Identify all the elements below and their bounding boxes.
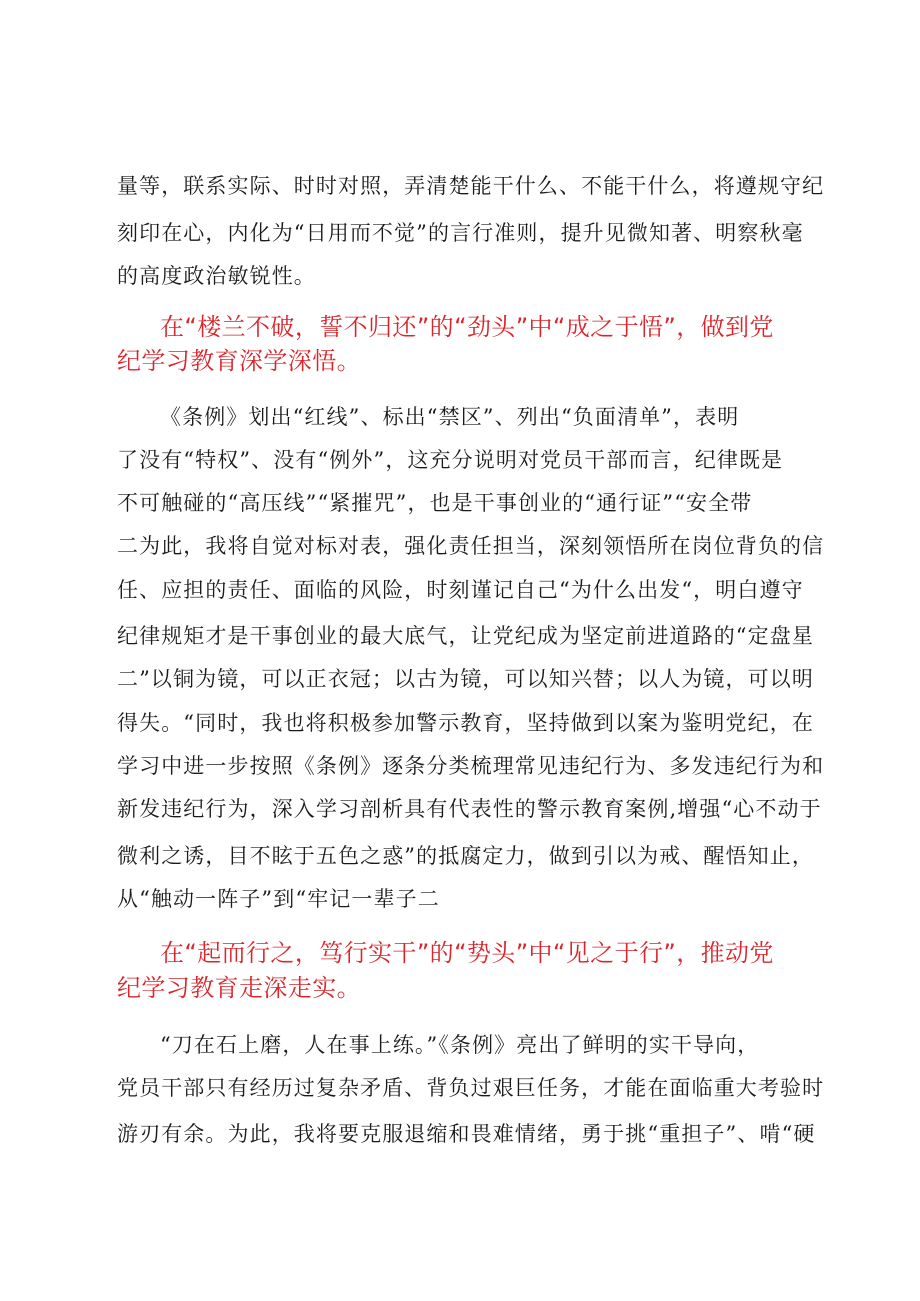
paragraph-line: 了没有“特权”、没有“例外”，这充分说明对党员干部而言，纪律既是	[117, 448, 784, 472]
paragraph-line: 从“触动一阵子”到“牢记一辈子二	[117, 887, 440, 911]
paragraph-line: 微利之诱，目不眩于五色之惑”的抵腐定力，做到引以为戒、醒悟知止，	[117, 844, 814, 868]
paragraph-line: 游刃有余。为此，我将要克服退缩和畏难情绪，勇于挑“重担子”、啃“硬	[117, 1122, 816, 1146]
heading-line: 纪学习教育深学深悟。	[117, 347, 361, 375]
paragraph-line: 党员干部只有经历过复杂矛盾、背负过艰巨任务，才能在面临重大考验时	[117, 1076, 825, 1100]
paragraph-line: 新发违纪行为，深入学习剖析具有代表性的警示教育案例,增强“心不动于	[117, 797, 822, 821]
paragraph-line: 纪律规矩才是干事创业的最大底气，让党纪成为坚定前进道路的“定盘星	[117, 624, 814, 648]
paragraph-line: 量等，联系实际、时时对照，弄清楚能干什么、不能干什么，将遵规守纪	[117, 174, 825, 198]
heading-line: 在“起而行之，笃行实干”的“势头”中“见之于行”，推动党	[160, 939, 774, 967]
paragraph-line: 不可触碰的“高压线”“紧摧咒”，也是干事创业的“通行证”“安全带	[117, 491, 753, 515]
heading-line: 在“楼兰不破，誓不归还”的“劲头”中“成之于悟”，做到党	[160, 313, 774, 341]
paragraph-line: 的高度政治敏锐性。	[117, 264, 316, 288]
heading-line: 纪学习教育走深走实。	[117, 974, 361, 1002]
paragraph-line: 《条例》划出“红线”、标出“禁区”、列出“负面清单”，表明	[160, 405, 740, 429]
paragraph-line: 二”以铜为镜，可以正衣冠；以古为镜，可以知兴替；以人为镜，可以明	[117, 667, 814, 691]
paragraph-line: 二为此，我将自觉对标对表，强化责任担当，深刻领悟所在岗位背负的信	[117, 534, 825, 558]
paragraph-line: 得失。“同时，我也将积极参加警示教育，坚持做到以案为鉴明党纪，在	[117, 711, 814, 735]
paragraph-line: 任、应担的责任、面临的风险，时刻谨记自己“为什么出发“，明白遵守	[117, 578, 804, 602]
paragraph-line: 刻印在心，内化为“日用而不觉”的言行准则，提升见微知著、明察秋毫	[117, 221, 804, 245]
paragraph-line: 学习中进一步按照《条例》逐条分类梳理常见违纪行为、多发违纪行为和	[117, 754, 825, 778]
paragraph-line: “刀在石上磨，人在事上练。”《条例》亮出了鲜明的实干导向，	[160, 1033, 760, 1057]
